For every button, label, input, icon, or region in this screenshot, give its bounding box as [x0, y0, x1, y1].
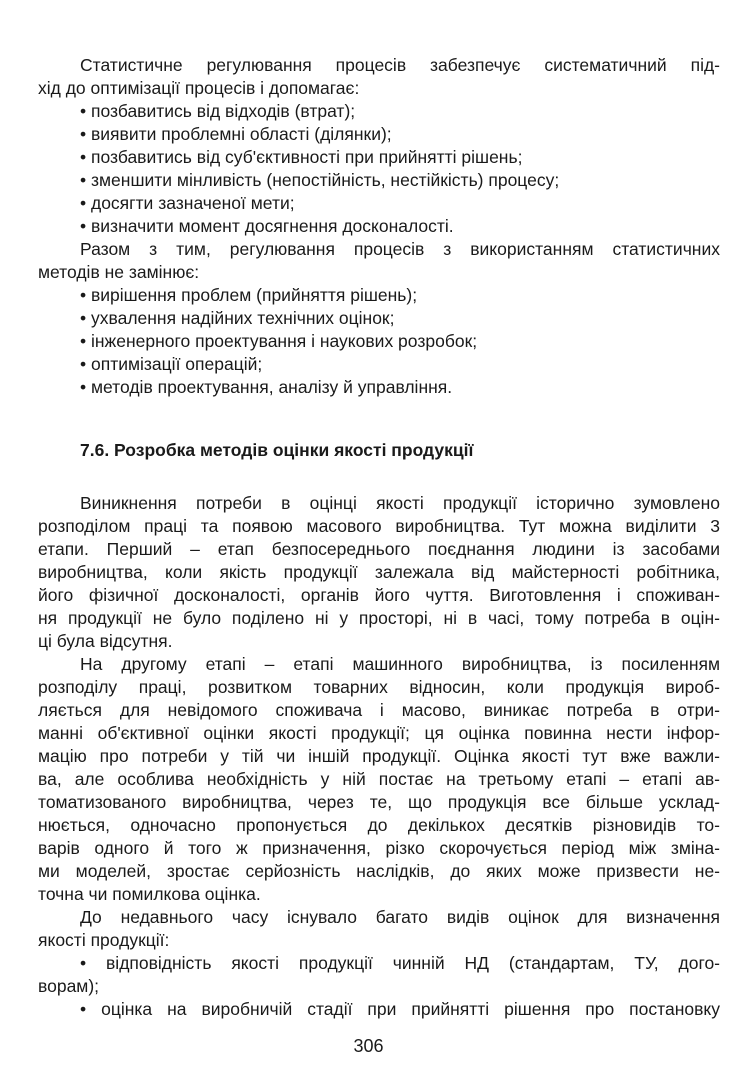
text-line: томатизованого виробництва, через те, що продукція все більше усклад- — [38, 792, 720, 812]
text-line: розподілом праці та появою масового виробництва. Тут можна виділити 3 — [38, 516, 720, 536]
text-line: хід до оптимізації процесів і допомагає: — [38, 78, 360, 98]
list-item: • зменшити мінливість (непостійність, нестійкість) процесу; — [80, 170, 560, 190]
text-line: методів не замінює: — [38, 262, 200, 282]
text-line: ва, але особлива необхідність у ній постає на третьому етапі – етапі ав- — [38, 769, 720, 789]
paragraph-history — [38, 492, 720, 653]
page-number: 306 — [353, 1036, 384, 1056]
text-line: манні об'єктивної оцінки якості продукції; ця оцінка повинна нести інфор- — [38, 723, 720, 743]
intro-paragraph — [38, 54, 720, 100]
text-line: До недавнього часу існувало багато видів оцінок для визначення — [80, 907, 720, 927]
paragraph-assessment-types — [38, 906, 720, 952]
list-item: • досягти зазначеної мети; — [80, 193, 295, 213]
text-line: мацію про потреби у тій чи іншій продукції. Оцінка якості тут вже важли- — [38, 746, 720, 766]
page-content — [38, 54, 720, 1021]
text-line: Статистичне регулювання процесів забезпечує систематичний під- — [80, 55, 720, 75]
text-line: ці була відсутня. — [38, 631, 173, 651]
list-item: • виявити проблемні області (ділянки); — [80, 124, 392, 144]
list-item-continuation: ворам); — [38, 976, 100, 996]
list-item: • інженерного проектування і наукових розробок; — [80, 331, 478, 351]
text-line: варів одного й того ж призначення, різко скорочується період між зміна- — [38, 838, 720, 858]
list-item: • визначити момент досягнення досконалості. — [80, 216, 454, 236]
assessment-list — [38, 952, 720, 1021]
limitations-list — [38, 284, 720, 399]
text-line: ляється для невідомого споживача і масово, виникає потреба в отри- — [38, 700, 720, 720]
list-item: • вирішення проблем (прийняття рішень); — [80, 285, 418, 305]
text-line: виробництва, коли якість продукції залежала від майстерності робітника, — [38, 562, 720, 582]
text-line: точна чи помилкова оцінка. — [38, 884, 261, 904]
paragraph-second-stage — [38, 653, 720, 906]
list-item: • методів проектування, аналізу й управління. — [80, 377, 453, 397]
list-item: • ухвалення надійних технічних оцінок; — [80, 308, 395, 328]
text-line: Разом з тим, регулювання процесів з використанням статистичних — [80, 239, 720, 259]
list-item: • оптимізації операцій; — [80, 354, 263, 374]
list-item: • відповідність якості продукції чинній НД (стандартам, ТУ, дого- — [80, 953, 720, 973]
text-line: Виникнення потреби в оцінці якості продукції історично зумовлено — [80, 493, 720, 513]
text-line: нюється, одночасно пропонується до декількох десятків різновидів то- — [38, 815, 720, 835]
text-line: якості продукції: — [38, 930, 170, 950]
middle-paragraph — [38, 238, 720, 284]
text-line: його фізичної досконалості, органів його чуття. Виготовлення і споживан- — [38, 585, 720, 605]
list-item: • позбавитись від суб'єктивності при прийнятті рішень; — [80, 147, 523, 167]
list-item: • позбавитись від відходів (втрат); — [80, 101, 356, 121]
section-heading: 7.6. Розробка методів оцінки якості продукції — [80, 440, 474, 460]
text-line: ми моделей, зростає серйозність наслідків, до яких може призвести не- — [38, 861, 720, 881]
text-line: етапи. Перший – етап безпосереднього поєднання людини із засобами — [38, 539, 720, 559]
text-line: На другому етапі – етапі машинного виробництва, із посиленням — [80, 654, 720, 674]
text-line: ня продукції не було поділено ні у просторі, ні в часі, тому потреба в оцін- — [38, 608, 720, 628]
text-line: розподілу праці, розвитком товарних відносин, коли продукція вироб- — [38, 677, 720, 697]
benefits-list — [38, 100, 720, 238]
list-item: • оцінка на виробничій стадії при прийнятті рішення про постановку — [80, 999, 720, 1019]
